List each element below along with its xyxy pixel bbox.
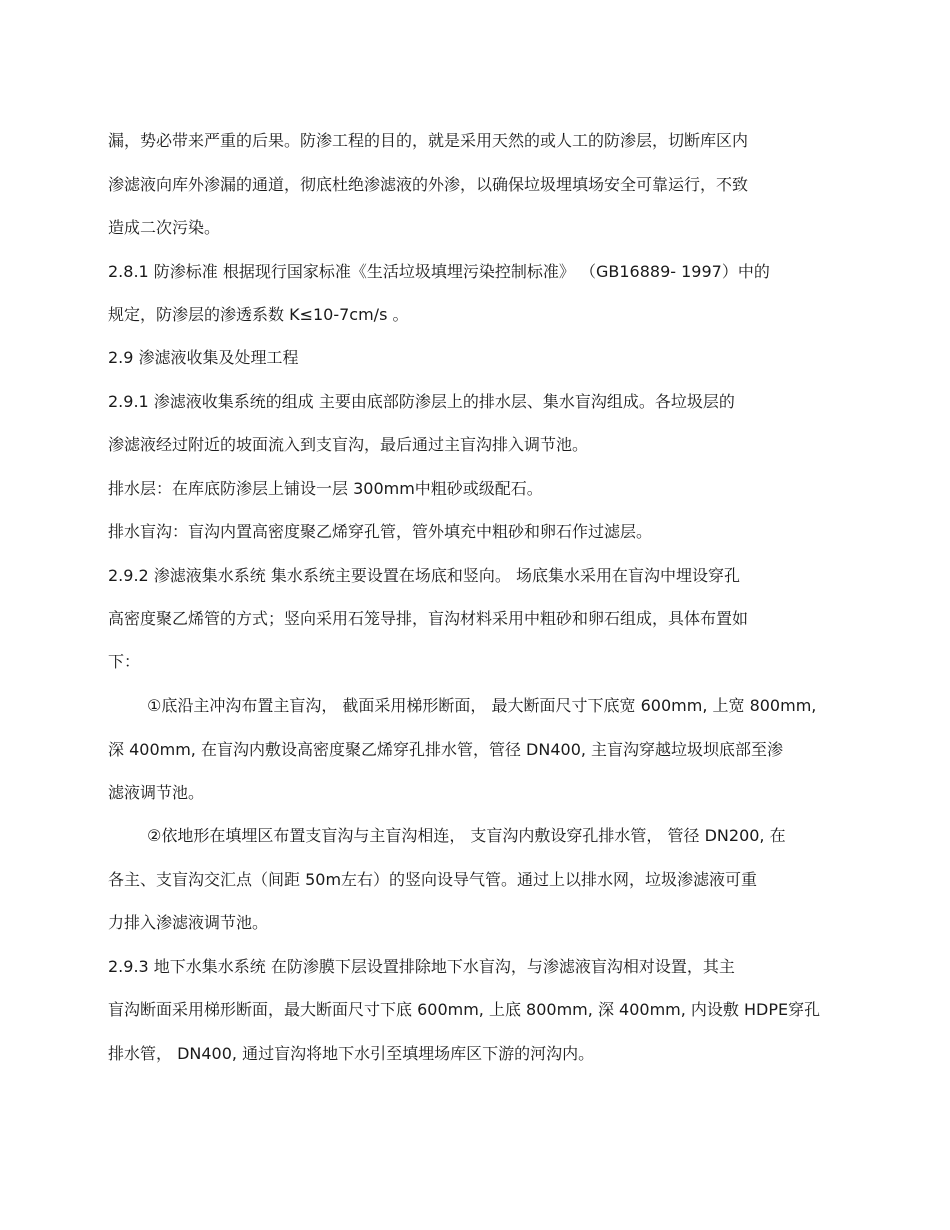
text-line: ②依地形在填埋区布置支盲沟与主盲沟相连， 支盲沟内敷设穿孔排水管， 管径 DN200, 在 — [147, 826, 786, 845]
text-line: 2.9.2 渗滤液集水系统 集水系统主要设置在场底和竖向。 场底集水采用在盲沟中埋设穿孔 — [108, 566, 740, 585]
text-line: 2.8.1 防渗标准 根据现行国家标准《生活垃圾填埋污染控制标准》 （GB16889- 1997）中的 — [108, 262, 770, 281]
text-line: 2.9.3 地下水集水系统 在防渗膜下层设置排除地下水盲沟，与渗滤液盲沟相对设置，其主 — [108, 957, 735, 976]
text-line: 漏，势必带来严重的后果。防渗工程的目的，就是采用天然的或人工的防渗层，切断库区内 — [108, 131, 749, 150]
text-line: 力排入渗滤液调节池。 — [108, 913, 269, 932]
text-line: 滤液调节池。 — [108, 783, 205, 802]
text-line: 造成二次污染。 — [108, 218, 221, 237]
text-line: 规定，防渗层的渗透系数 K≤10-7cm/s 。 — [108, 305, 409, 324]
text-line: 渗滤液向库外渗漏的通道，彻底杜绝渗滤液的外渗，以确保垃圾埋填场安全可靠运行，不致 — [108, 175, 749, 194]
section-heading: 2.9 渗滤液收集及处理工程 — [108, 348, 299, 367]
text-line: 高密度聚乙烯管的方式；竖向采用石笼导排，盲沟材料采用中粗砂和卵石组成，具体布置如 — [108, 609, 749, 628]
text-line: 渗滤液经过附近的坡面流入到支盲沟，最后通过主盲沟排入调节池。 — [108, 435, 589, 454]
text-line: 深 400mm, 在盲沟内敷设高密度聚乙烯穿孔排水管，管径 DN400, 主盲沟穿越垃圾坝底部至渗 — [108, 740, 784, 759]
text-line: 排水管， DN400, 通过盲沟将地下水引至填埋场库区下游的河沟内。 — [108, 1044, 595, 1063]
text-line: ①底沿主冲沟布置主盲沟， 截面采用梯形断面， 最大断面尺寸下底宽 600mm, 上宽 800mm, — [147, 696, 817, 715]
text-line: 下： — [108, 652, 141, 671]
text-line: 2.9.1 渗滤液收集系统的组成 主要由底部防渗层上的排水层、集水盲沟组成。各垃圾层的 — [108, 392, 735, 411]
text-line: 各主、支盲沟交汇点（间距 50m左右）的竖向设导气管。通过上以排水网，垃圾渗滤液可重 — [108, 870, 758, 889]
text-line: 排水层：在库底防渗层上铺设一层 300mm中粗砂或级配石。 — [108, 479, 543, 498]
text-line: 排水盲沟：盲沟内置高密度聚乙烯穿孔管，管外填充中粗砂和卵石作过滤层。 — [108, 522, 653, 541]
text-line: 盲沟断面采用梯形断面，最大断面尺寸下底 600mm, 上底 800mm, 深 400mm, 内设敷 HDPE穿孔 — [108, 1000, 821, 1019]
